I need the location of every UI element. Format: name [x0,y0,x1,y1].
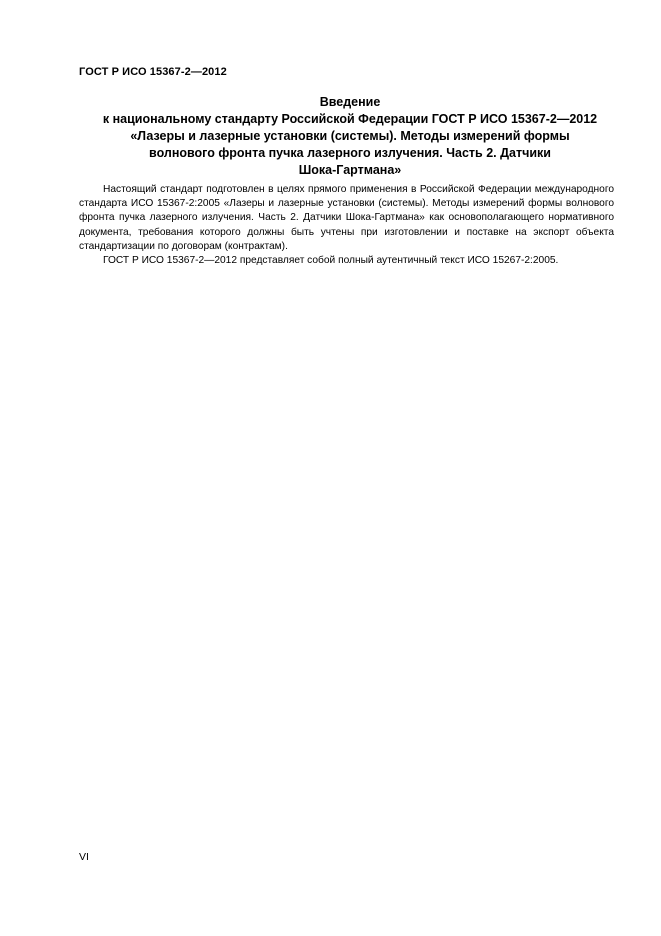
page-number: VI [79,851,89,863]
paragraph-authenticity: ГОСТ Р ИСО 15367-2—2012 представляет собой полный аутентичный текст ИСО 15267-2:2005. [103,255,559,267]
title-line-1: Введение [319,95,381,109]
title-line-2: к национальному стандарту Российской Федерации ГОСТ Р ИСО 15367-2—2012 [102,112,598,126]
introduction-title [74,94,626,179]
document-code-header: ГОСТ Р ИСО 15367-2—2012 [79,66,227,78]
title-line-4: волнового фронта пучка лазерного излучения. Часть 2. Датчики [149,146,551,160]
paragraph-purpose: Настоящий стандарт подготовлен в целях прямого применения в Российской Федерации международного стандарта ИСО 15367-2:2005 «Лазеры и лазерные установки (системы). Методы измерений формы волнового фронта пучка лазерного излучения. Часть 2. Датчики Шока-Гартмана» как основополагающего нормативного документа, требования которого должны быть учтены при изготовлении и поставке на экспорт объекта стандартизации по договорам (контрактам). [79,184,614,252]
introduction-body [79,183,614,268]
title-line-3: «Лазеры и лазерные установки (системы). Методы измерений формы [130,129,570,143]
title-line-5: Шока-Гартмана» [298,163,402,177]
